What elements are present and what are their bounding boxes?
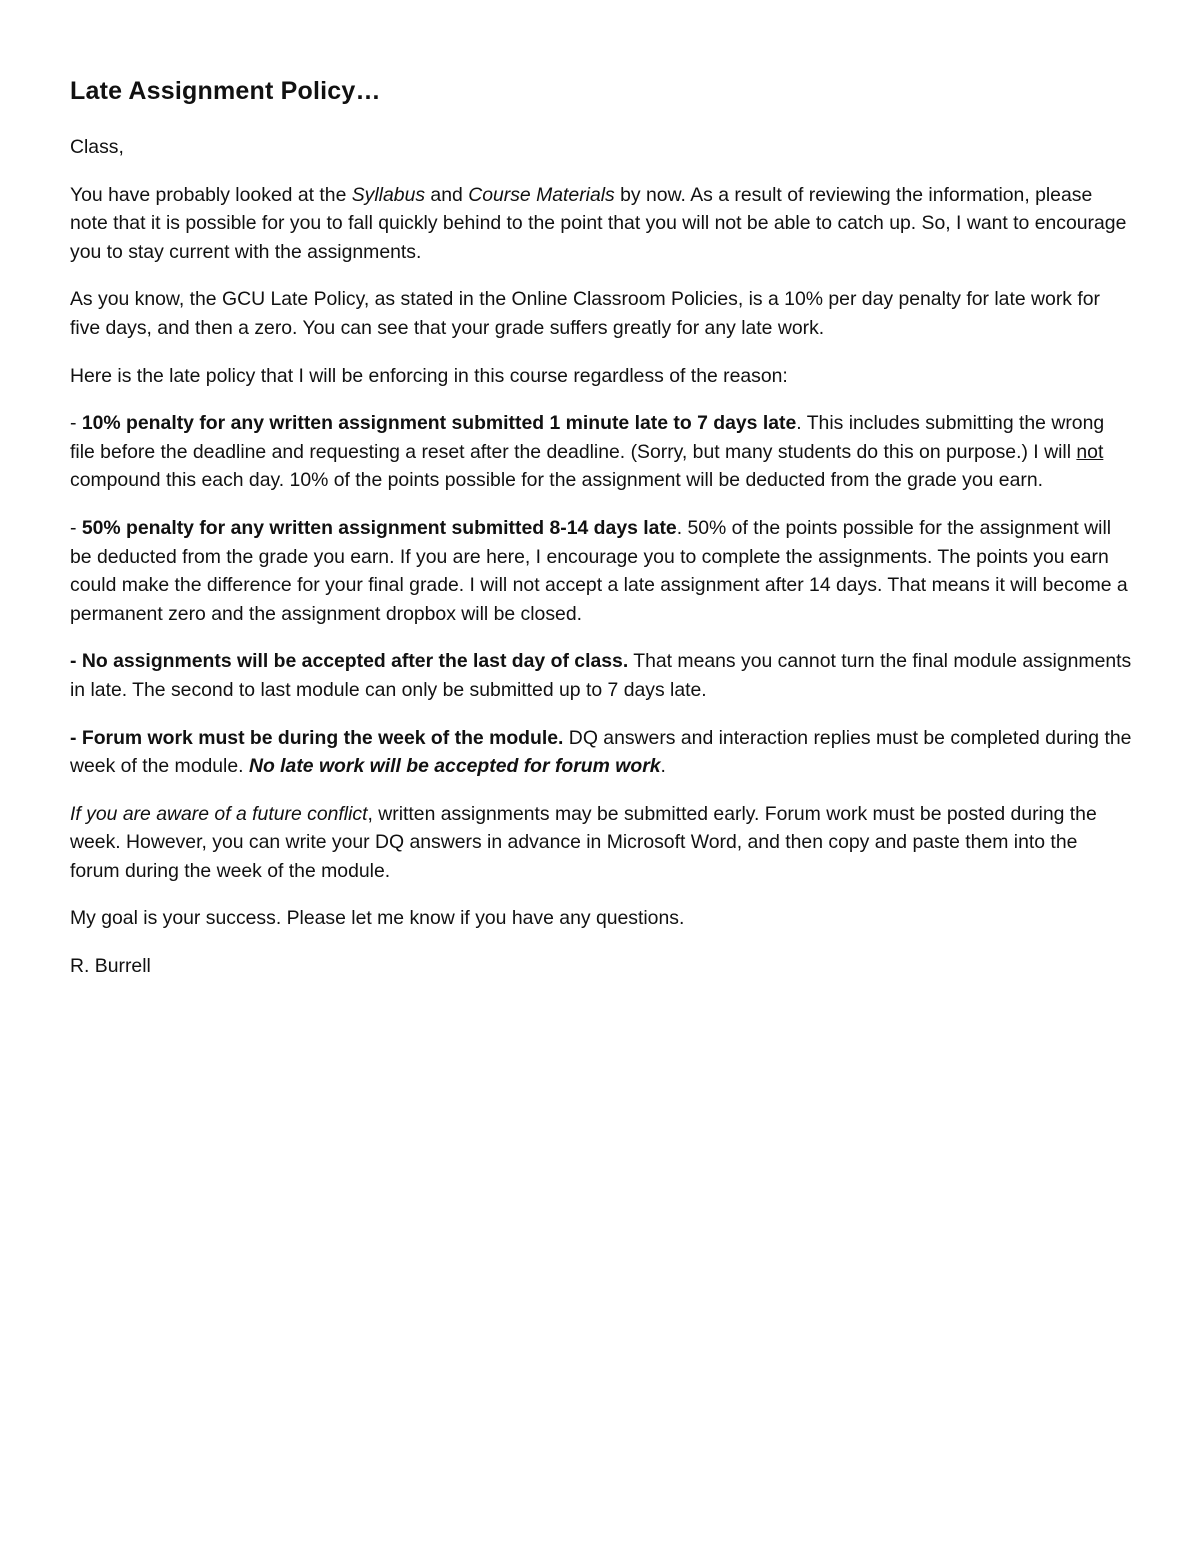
- rule4-heading: - Forum work must be during the week of the module.: [70, 726, 564, 749]
- rule-10-percent: [70, 409, 1132, 495]
- policy-intro-paragraph: Here is the late policy that I will be enforcing in this course regardless of the reason:: [70, 364, 788, 387]
- rule1-text-2: compound this each day. 10% of the points possible for the assignment will be deducted from the grade you earn.: [70, 469, 1043, 492]
- intro-text-3: by now. As a result of reviewing the information, please note that it is possible for you to fall quickly behind to the point that you will not be able to catch up. So, I want to encourage you to stay current with the assignments.: [70, 183, 1127, 263]
- course-materials-term: Course Materials: [468, 183, 615, 206]
- rule4-emphasis: No late work will be accepted for forum work: [248, 755, 661, 778]
- rule3-heading: - No assignments will be accepted after the last day of class.: [70, 650, 629, 673]
- rule1-underlined-not: not: [1076, 440, 1104, 463]
- rule2-dash: -: [70, 516, 82, 539]
- rule2-text-1: . 50% of the points possible for the assignment will be deducted from the grade you earn. If you are here, I encourage you to complete the assignments. The points you earn could make the difference for your final grade. I will not accept a late assignment after 14 days. That means it will become a permanent zero and the assignment dropbox will be closed.: [70, 516, 1128, 625]
- gcu-policy-paragraph: As you know, the GCU Late Policy, as stated in the Online Classroom Policies, is a 10% per day penalty for late work for five days, and then a zero. You can see that your grade suffers greatly for any late work.: [70, 288, 1100, 339]
- rule4-text-1: DQ answers and interaction replies must be completed during the week of the module.: [70, 726, 1132, 778]
- rule2-heading: 50% penalty for any written assignment submitted 8-14 days late: [81, 516, 677, 539]
- syllabus-term: Syllabus: [351, 183, 426, 206]
- greeting: Class,: [70, 136, 124, 158]
- intro-text-2: and: [425, 183, 469, 206]
- rule4-text-2: .: [660, 755, 666, 778]
- conflict-text-1: , written assignments may be submitted early. Forum work must be posted during the week. However, you can write your DQ answers in advance in Microsoft Word, and then copy and paste them into the forum during the week of the module.: [70, 802, 1097, 882]
- rule-50-percent: [70, 514, 1132, 628]
- document-page: [70, 76, 1132, 1000]
- rule1-text-1: . This includes submitting the wrong file before the deadline and requesting a reset after the deadline. (Sorry, but many students do this on purpose.) I will: [70, 412, 1105, 463]
- rule-no-assignments-after-class: [70, 647, 1132, 704]
- conflict-paragraph: [70, 800, 1132, 886]
- rule1-heading: 10% penalty for any written assignment submitted 1 minute late to 7 days late: [81, 412, 797, 435]
- signature: R. Burrell: [70, 955, 151, 978]
- intro-paragraph: [70, 181, 1132, 267]
- intro-text-1: You have probably looked at the: [70, 183, 352, 206]
- rule1-dash: -: [70, 412, 82, 435]
- conflict-italic: If you are aware of a future conflict: [70, 802, 368, 825]
- rule-forum-work: [70, 724, 1132, 781]
- rule3-text-1: That means you cannot turn the final module assignments in late. The second to last module can only be submitted up to 7 days late.: [70, 650, 1132, 701]
- closing-paragraph: My goal is your success. Please let me know if you have any questions.: [70, 907, 685, 930]
- page-title: Late Assignment Policy…: [70, 77, 381, 105]
